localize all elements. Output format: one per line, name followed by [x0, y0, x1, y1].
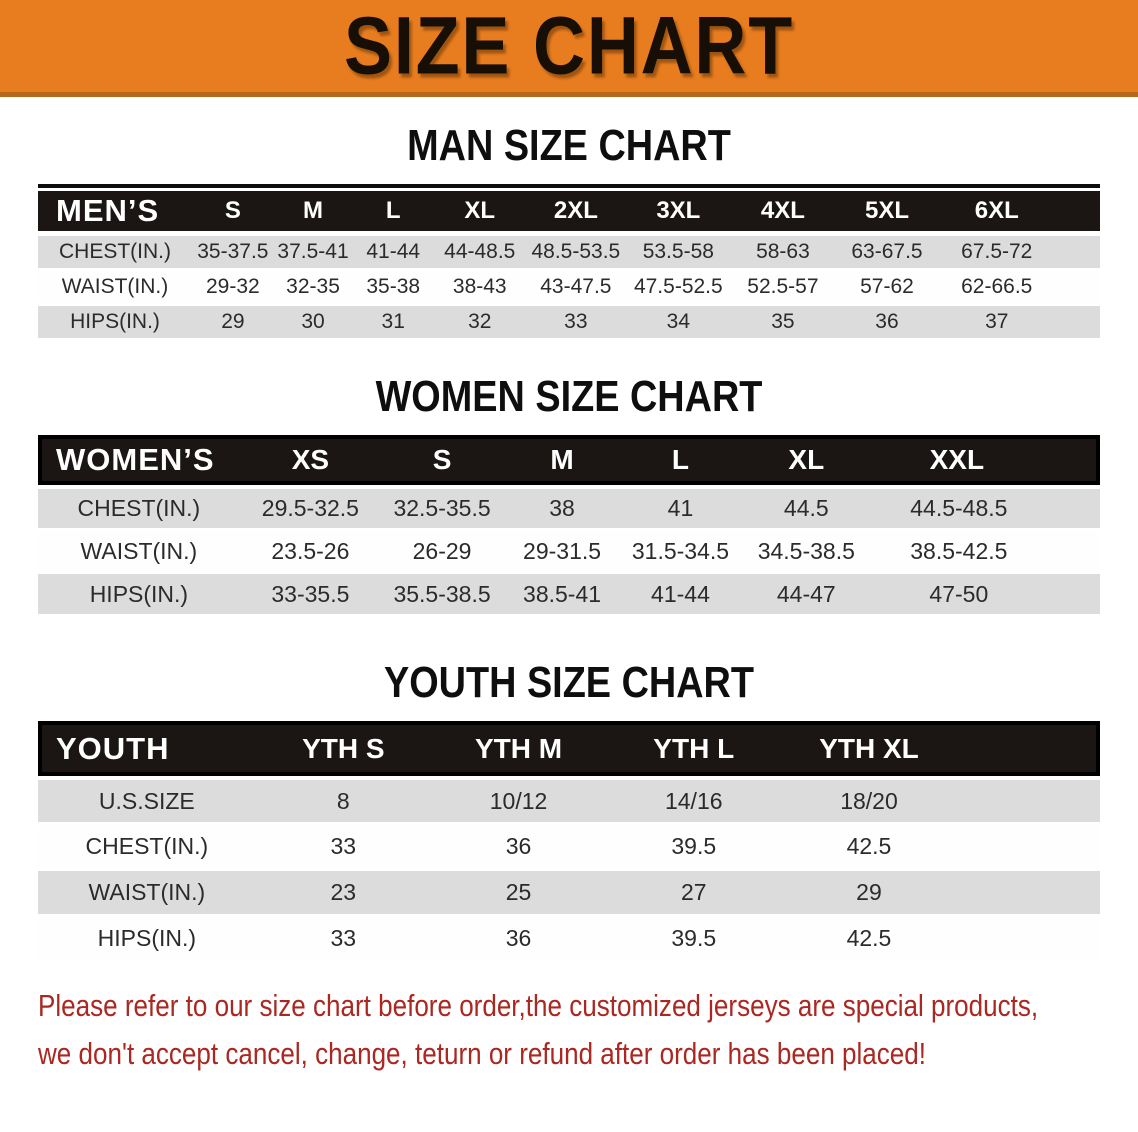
cell: 42.5 [781, 914, 956, 960]
spacer-cell [957, 721, 1100, 776]
cell: 14/16 [606, 776, 781, 822]
column-header-yth-l: YTH L [606, 721, 781, 776]
column-header-m: M [503, 435, 621, 485]
cell: 44-48.5 [434, 233, 525, 268]
cell: 47.5-52.5 [626, 268, 730, 303]
cell: 23.5-26 [240, 528, 381, 571]
cell: 35-38 [352, 268, 434, 303]
cell: 38 [503, 485, 621, 528]
table-row-chest [38, 485, 1100, 528]
banner [0, 0, 1138, 97]
cell: 44.5 [740, 485, 873, 528]
cell: 38-43 [434, 268, 525, 303]
cell: 39.5 [606, 822, 781, 868]
cell: 29-32 [192, 268, 274, 303]
cell: 47-50 [873, 571, 1100, 614]
disclaimer-line-2: we don't accept cancel, change, teturn or refund after order has been placed! [38, 1036, 927, 1071]
content [0, 121, 1138, 960]
spacer-cell [957, 776, 1100, 822]
column-header-5xl: 5XL [835, 191, 938, 233]
cell: 48.5-53.5 [525, 233, 626, 268]
row-label: WAIST(IN.) [38, 868, 256, 914]
row-label: CHEST(IN.) [38, 485, 240, 528]
row-label: CHEST(IN.) [38, 233, 192, 268]
cell: 35-37.5 [192, 233, 274, 268]
column-header-yth-xl: YTH XL [781, 721, 956, 776]
cell: 38.5-41 [503, 571, 621, 614]
cell: 29.5-32.5 [240, 485, 381, 528]
cell: 32-35 [274, 268, 353, 303]
cell: 42.5 [781, 822, 956, 868]
cell: 34 [626, 303, 730, 338]
page-title: SIZE CHART [344, 0, 794, 91]
cell: 62-66.5 [938, 268, 1100, 303]
cell: 31.5-34.5 [621, 528, 740, 571]
women-size-table [38, 435, 1100, 614]
men-size-section [38, 121, 1100, 338]
cell: 52.5-57 [730, 268, 835, 303]
cell: 58-63 [730, 233, 835, 268]
table-row-waist [38, 528, 1100, 571]
cell: 18/20 [781, 776, 956, 822]
row-label: WAIST(IN.) [38, 268, 192, 303]
cell: 37 [938, 303, 1100, 338]
disclaimer [38, 988, 1100, 1072]
cell: 35.5-38.5 [381, 571, 503, 614]
men-section-heading: MAN SIZE CHART [407, 121, 731, 170]
spacer-cell [957, 868, 1100, 914]
women-header-row [38, 435, 1100, 485]
column-header-xxl: XXL [873, 435, 1100, 485]
column-header-2xl: 2XL [525, 191, 626, 233]
cell: 43-47.5 [525, 268, 626, 303]
table-row-hips [38, 571, 1100, 614]
column-header-m: M [274, 191, 353, 233]
cell: 67.5-72 [938, 233, 1100, 268]
table-row-chest [38, 233, 1100, 268]
cell: 33 [256, 914, 431, 960]
spacer-cell [957, 822, 1100, 868]
row-label: WAIST(IN.) [38, 528, 240, 571]
column-header-l: L [621, 435, 740, 485]
youth-size-table [38, 721, 1100, 960]
cell: 8 [256, 776, 431, 822]
column-header-yth-m: YTH M [431, 721, 606, 776]
cell: 33-35.5 [240, 571, 381, 614]
row-label: CHEST(IN.) [38, 822, 256, 868]
column-header-3xl: 3XL [626, 191, 730, 233]
table-row-us-size [38, 776, 1100, 822]
youth-corner-label: YOUTH [38, 721, 256, 776]
men-table-top-rule [38, 184, 1100, 188]
cell: 37.5-41 [274, 233, 353, 268]
youth-section-heading: YOUTH SIZE CHART [383, 658, 754, 707]
row-label: HIPS(IN.) [38, 571, 240, 614]
row-label: HIPS(IN.) [38, 914, 256, 960]
cell: 30 [274, 303, 353, 338]
disclaimer-line-1: Please refer to our size chart before order,the customized jerseys are special products, [38, 988, 1039, 1023]
column-header-s: S [381, 435, 503, 485]
women-corner-label: WOMEN’S [38, 435, 240, 485]
table-row-waist [38, 268, 1100, 303]
cell: 41-44 [621, 571, 740, 614]
spacer-cell [957, 914, 1100, 960]
cell: 41 [621, 485, 740, 528]
cell: 39.5 [606, 914, 781, 960]
cell: 33 [525, 303, 626, 338]
column-header-4xl: 4XL [730, 191, 835, 233]
men-size-table [38, 191, 1100, 338]
cell: 10/12 [431, 776, 606, 822]
column-header-xl: XL [740, 435, 873, 485]
column-header-xs: XS [240, 435, 381, 485]
cell: 29-31.5 [503, 528, 621, 571]
column-header-l: L [352, 191, 434, 233]
row-label: HIPS(IN.) [38, 303, 192, 338]
youth-size-section [38, 658, 1100, 960]
table-row-waist [38, 868, 1100, 914]
women-size-section [38, 372, 1100, 614]
men-header-row [38, 191, 1100, 233]
cell: 44.5-48.5 [873, 485, 1100, 528]
cell: 53.5-58 [626, 233, 730, 268]
column-header-xl: XL [434, 191, 525, 233]
cell: 23 [256, 868, 431, 914]
cell: 38.5-42.5 [873, 528, 1100, 571]
cell: 41-44 [352, 233, 434, 268]
cell: 25 [431, 868, 606, 914]
cell: 26-29 [381, 528, 503, 571]
cell: 34.5-38.5 [740, 528, 873, 571]
column-header-yth-s: YTH S [256, 721, 431, 776]
women-section-heading: WOMEN SIZE CHART [375, 372, 763, 421]
table-row-hips [38, 303, 1100, 338]
cell: 36 [431, 822, 606, 868]
cell: 29 [781, 868, 956, 914]
cell: 63-67.5 [835, 233, 938, 268]
cell: 44-47 [740, 571, 873, 614]
cell: 36 [431, 914, 606, 960]
cell: 57-62 [835, 268, 938, 303]
table-row-hips [38, 914, 1100, 960]
cell: 31 [352, 303, 434, 338]
youth-header-row [38, 721, 1100, 776]
men-corner-label: MEN’S [38, 191, 192, 233]
cell: 32 [434, 303, 525, 338]
cell: 32.5-35.5 [381, 485, 503, 528]
column-header-s: S [192, 191, 274, 233]
cell: 33 [256, 822, 431, 868]
cell: 35 [730, 303, 835, 338]
row-label: U.S.SIZE [38, 776, 256, 822]
cell: 29 [192, 303, 274, 338]
column-header-6xl: 6XL [938, 191, 1100, 233]
cell: 27 [606, 868, 781, 914]
cell: 36 [835, 303, 938, 338]
table-row-chest [38, 822, 1100, 868]
